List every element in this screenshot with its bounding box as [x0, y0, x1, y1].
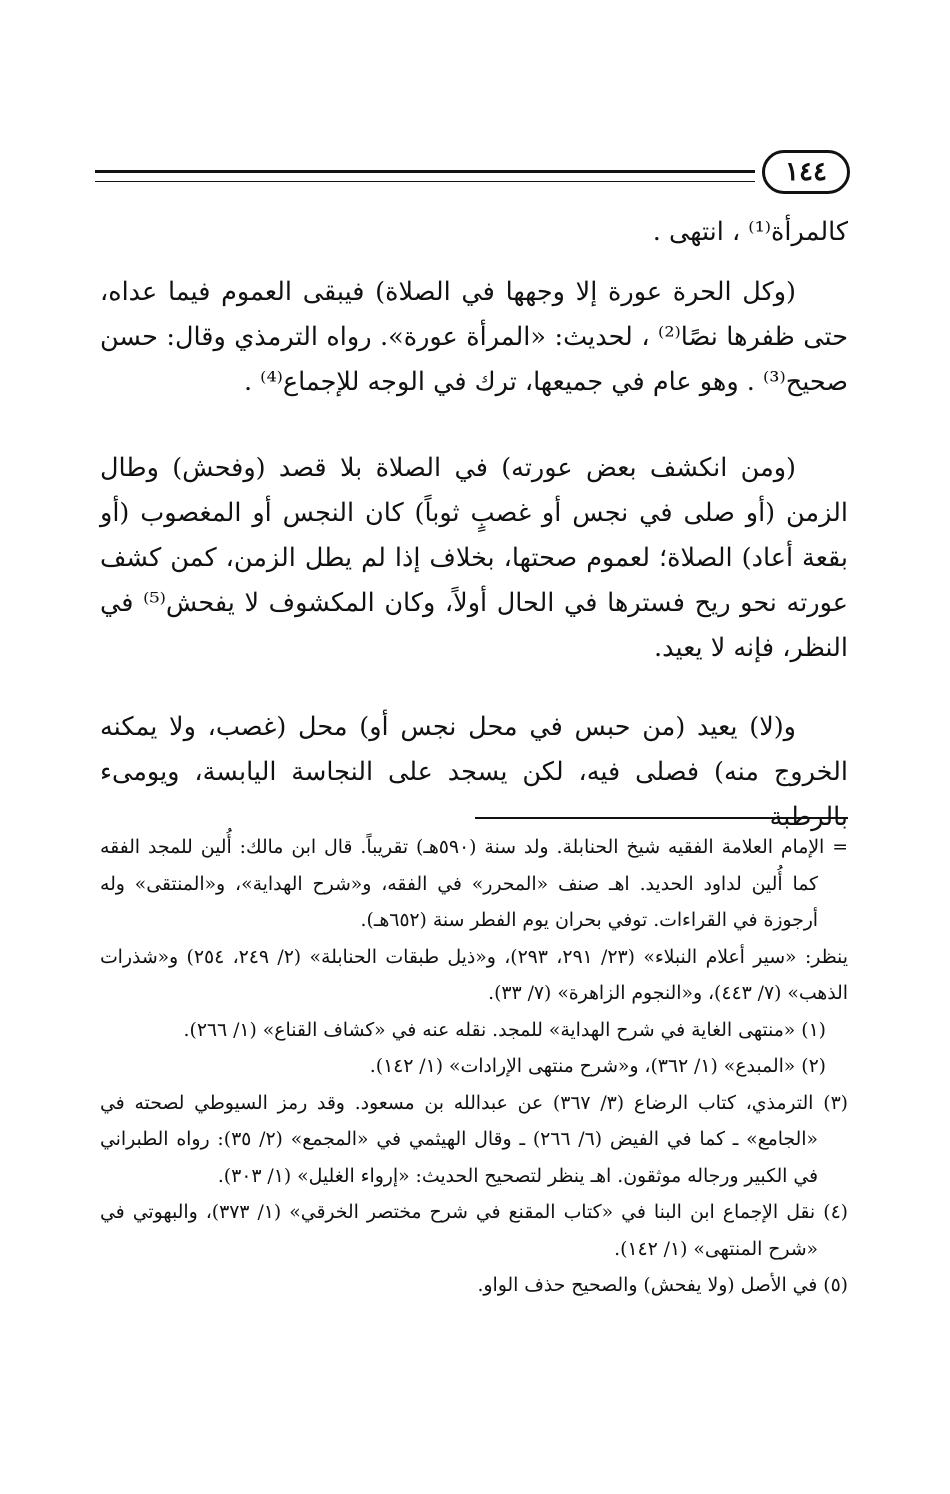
footnote-2: (٢) «المبدع» (١/ ٣٦٢)، و«شرح منتهى الإرادات» (١/ ١٤٢). — [369, 1056, 826, 1077]
paragraph-text: (ومن انكشف بعض عورته) في الصلاة بلا قصد (وفحش) وطال الزمن (أو صلى في نجس أو غصبٍ ثوباً) كان النجس أو المغصوب (أو بقعة أعاد) الصلاة؛ لعموم صحتها، بخلاف إذا لم يطل الزمن، كمن كشف عورته نحو ريح فسترها في الحال أولاً، وكان المكشوف لا يفحش⁽⁵⁾ في النظر، فإنه لا يعيد. — [100, 453, 848, 663]
footnote-3: (٣) الترمذي، كتاب الرضاع (٣/ ٣٦٧) عن عبدالله بن مسعود. وقد رمز السيوطي لصحته في «الجامع» ـ كما في الفيض (٦/ ٢٦٦) ـ وقال الهيثمي في «المجمع» (٢/ ٣٥): رواه الطبراني في الكبير ورجاله موثقون. اهـ ينظر لتصحيح الحديث: «إرواء الغليل» (١/ ٣٠٣). — [100, 1092, 848, 1187]
paragraph-3 — [100, 705, 848, 840]
header-rule — [95, 170, 755, 182]
paragraph-text: كالمرأة⁽¹⁾ ، انتهى . — [652, 217, 848, 247]
page-header — [95, 150, 850, 202]
footnote-separator — [475, 817, 848, 819]
paragraph-continuation — [100, 210, 848, 255]
footnote-references: ينظر: «سير أعلام النبلاء» (٢٣/ ٢٩١، ٢٩٣)، و«ذيل طبقات الحنابلة» (٢/ ٢٤٩، ٢٥٤) و«شذرات الذهب» (٧/ ٤٤٣)، و«النجوم الزاهرة» (٧/ ٣٣). — [100, 946, 848, 1004]
footnote-4: (٤) نقل الإجماع ابن البنا في «كتاب المقنع في شرح مختصر الخرقي» (١/ ٣٧٣)، والبهوتي في «شرح المنتهى» (١/ ١٤٢). — [100, 1202, 848, 1260]
paragraph-text: (وكل الحرة عورة إلا وجهها في الصلاة) فيبقى العموم فيما عداه، حتى ظفرها نصًا⁽²⁾ ، لحديث: «المرأة عورة». رواه الترمذي وقال: حسن صحيح⁽³⁾ . وهو عام في جميعها، ترك في الوجه للإجماع⁽⁴⁾ . — [100, 277, 848, 397]
footnote-1: (١) «منتهى الغاية في شرح الهداية» للمجد. نقله عنه في «كشاف القناع» (١/ ٢٦٦). — [183, 1019, 826, 1041]
footnote-continuation: = الإمام العلامة الفقيه شيخ الحنابلة. ولد سنة (٥٩٠هـ) تقريباً. قال ابن مالك: أُلين للمجد الفقه كما أُلين لداود الحديد. اهـ صنف «المحرر» في الفقه، و«شرح الهداية»، و«المنتقى» وله أرجوزة في القراءات. توفي بحران يوم الفطر سنة (٦٥٢هـ). — [100, 837, 848, 931]
page-number: ١٤٤ — [762, 150, 850, 194]
footnotes — [100, 830, 848, 1305]
paragraph-2 — [100, 446, 848, 671]
footnote-5: (٥) في الأصل (ولا يفحش) والصحيح حذف الواو. — [477, 1275, 848, 1296]
paragraph-text: و(لا) يعيد (من حبس في محل نجس أو) محل (غصب، ولا يمكنه الخروج منه) فصلى فيه، لكن يسجد على النجاسة اليابسة، ويومىء بالرطبة — [100, 712, 848, 832]
paragraph-1 — [100, 270, 848, 405]
